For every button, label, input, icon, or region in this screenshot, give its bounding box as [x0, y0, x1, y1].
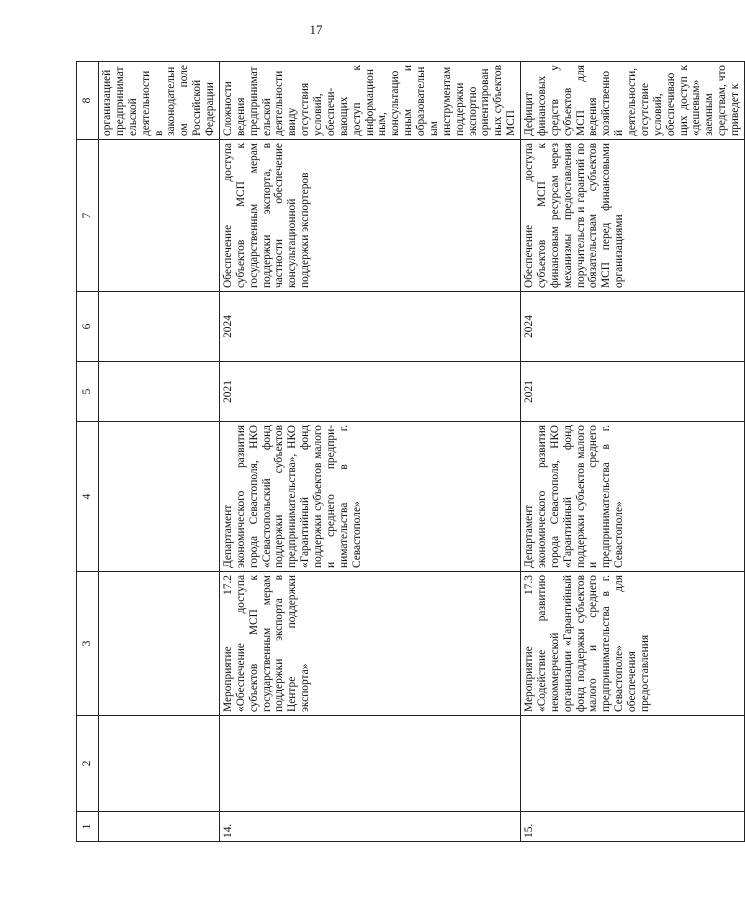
page-number: 17	[309, 22, 323, 37]
result-cell: Обеспечение доступа субъектов МСП к государственным мерам поддержки экспорта, в частности обеспечение консультационной поддержки экспортеров	[219, 140, 520, 292]
col2-cell	[219, 716, 520, 812]
event-cell: Мероприятие 17.3 «Содействие развитию некоммерческой организации «Гарантийный фонд поддержки субъектов малого и среднего предпринимательства в г. Севастополе» для обеспечения предоставления	[521, 572, 745, 716]
table-row	[521, 62, 745, 842]
header-cell: 6	[77, 292, 99, 362]
header-cell: 1	[77, 812, 99, 842]
row-number-cell	[99, 812, 220, 842]
end-year-cell: 2024	[219, 292, 520, 362]
table-row	[219, 62, 520, 842]
header-cell: 8	[77, 62, 99, 140]
problem-cell: Дефицит финансовых средств у субъектов МСП для ведения хозяйственной деятельности, отсутствие условий, обеспечивающих доступ к «дешевым» заемным средствам, что приведет к	[521, 62, 745, 140]
problem-cell: Сложности ведения предпринимательской деятельности ввиду отсутствия условий, обеспечивающих доступ к информационным, консультационным и образовательным инструментам поддержки экспортно ориентированных субъектов МСП	[219, 62, 520, 140]
start-year-cell: 2021	[521, 362, 745, 422]
result-cell: Обеспечение доступа субъектов МСП к финансовым ресурсам через механизмы предоставления поручительств и гарантий по обязательствам субъектов МСП перед финансовыми организациями	[521, 140, 745, 292]
table-row	[99, 62, 220, 842]
header-cell: 4	[77, 422, 99, 572]
rotated-table-container	[76, 62, 741, 842]
event-cell	[99, 572, 220, 716]
start-year-cell	[99, 362, 220, 422]
end-year-cell	[99, 292, 220, 362]
start-year-cell: 2021	[219, 362, 520, 422]
col2-cell	[521, 716, 745, 812]
executor-cell: Департамент экономического развития города Севастополя, НКО «Севастопольский фонд поддержки субъектов предпринимательства», НКО «Гарантийный фонд поддержки субъектов малого и среднего предпринимательства в г. Севастополе»	[219, 422, 520, 572]
col2-cell	[99, 716, 220, 812]
executor-cell: Департамент экономического развития города Севастополя, НКО «Гарантийный фонд поддержки субъектов малого и среднего предпринимательства в г. Севастополе»	[521, 422, 745, 572]
row-number-cell: 15.	[521, 812, 745, 842]
executor-cell	[99, 422, 220, 572]
result-cell	[99, 140, 220, 292]
header-cell: 7	[77, 140, 99, 292]
problem-cell: организацией предпринимательской деятельности в законодательном поле Российской Федерации	[99, 62, 220, 140]
header-cell: 2	[77, 716, 99, 812]
header-cell: 3	[77, 572, 99, 716]
measures-table	[76, 61, 745, 842]
event-cell: Мероприятие 17.2 «Обеспечение доступа субъектов МСП к государственным мерам поддержки экспорта в Центре поддержки экспорта»	[219, 572, 520, 716]
end-year-cell: 2024	[521, 292, 745, 362]
header-cell: 5	[77, 362, 99, 422]
header-row	[77, 62, 99, 842]
row-number-cell: 14.	[219, 812, 520, 842]
